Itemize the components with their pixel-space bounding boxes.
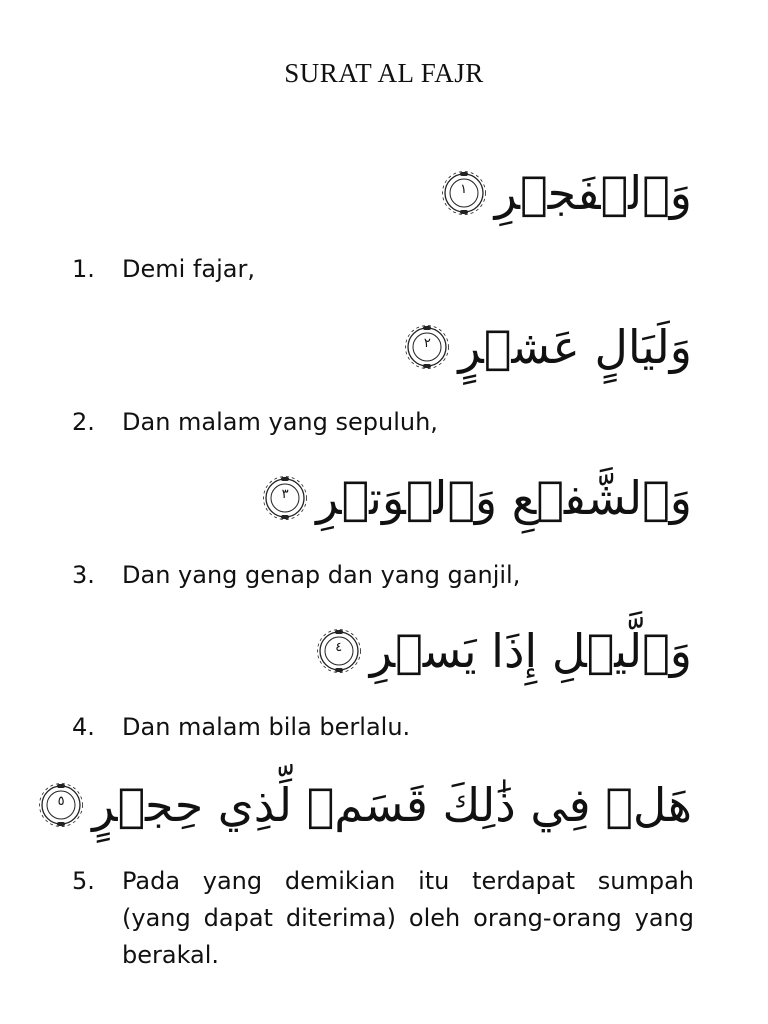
verse-marker-number: ٢ [423,336,431,351]
translation-number: 1. [72,255,95,283]
translation-4 [72,709,694,746]
verse-marker-number: ٣ [281,487,289,502]
translation-number: 5. [72,867,95,895]
translation-text: Dan malam yang sepuluh, [122,408,438,436]
translation-number: 4. [72,713,95,741]
translation-number: 3. [72,561,95,589]
verse-end-marker-icon [316,628,362,674]
arabic-text: هَلۡ فِي ذَٰلِكَ قَسَمٞ لِّذِي حِجۡرٍ [92,778,692,832]
translation-text: Pada yang demikian itu terdapat sumpah (yang dapat diterima) oleh orang-orang yang berakal. [122,867,694,969]
arabic-text: وَٱلَّيۡلِ إِذَا يَسۡرِ [369,624,692,678]
arabic-verse-5 [38,778,692,832]
page-title: SURAT AL FAJR [284,58,484,88]
arabic-verse-2 [404,320,692,374]
translation-text: Dan yang genap dan yang ganjil, [122,561,521,589]
verse-end-marker-icon [38,782,84,828]
translation-text: Dan malam bila berlalu. [122,713,411,741]
translation-5 [72,863,694,974]
translation-1 [72,251,694,288]
translation-3 [72,557,694,594]
verse-end-marker-icon [404,324,450,370]
translation-text: Demi fajar, [122,255,255,283]
verse-marker-number: ٤ [335,640,343,655]
verse-marker-number: ١ [460,182,468,197]
verse-end-marker-icon [262,475,308,521]
arabic-text: وَٱلۡفَجۡرِ [494,166,692,220]
translation-2 [72,404,694,441]
translation-number: 2. [72,408,95,436]
arabic-verse-1 [441,166,692,220]
arabic-verse-3 [262,471,692,525]
arabic-text: وَلَيَالٍ عَشۡرٍ [458,320,692,374]
arabic-verse-4 [316,624,692,678]
verse-end-marker-icon [441,170,487,216]
arabic-text: وَٱلشَّفۡعِ وَٱلۡوَتۡرِ [316,471,692,525]
verse-marker-number: ٥ [57,794,65,809]
